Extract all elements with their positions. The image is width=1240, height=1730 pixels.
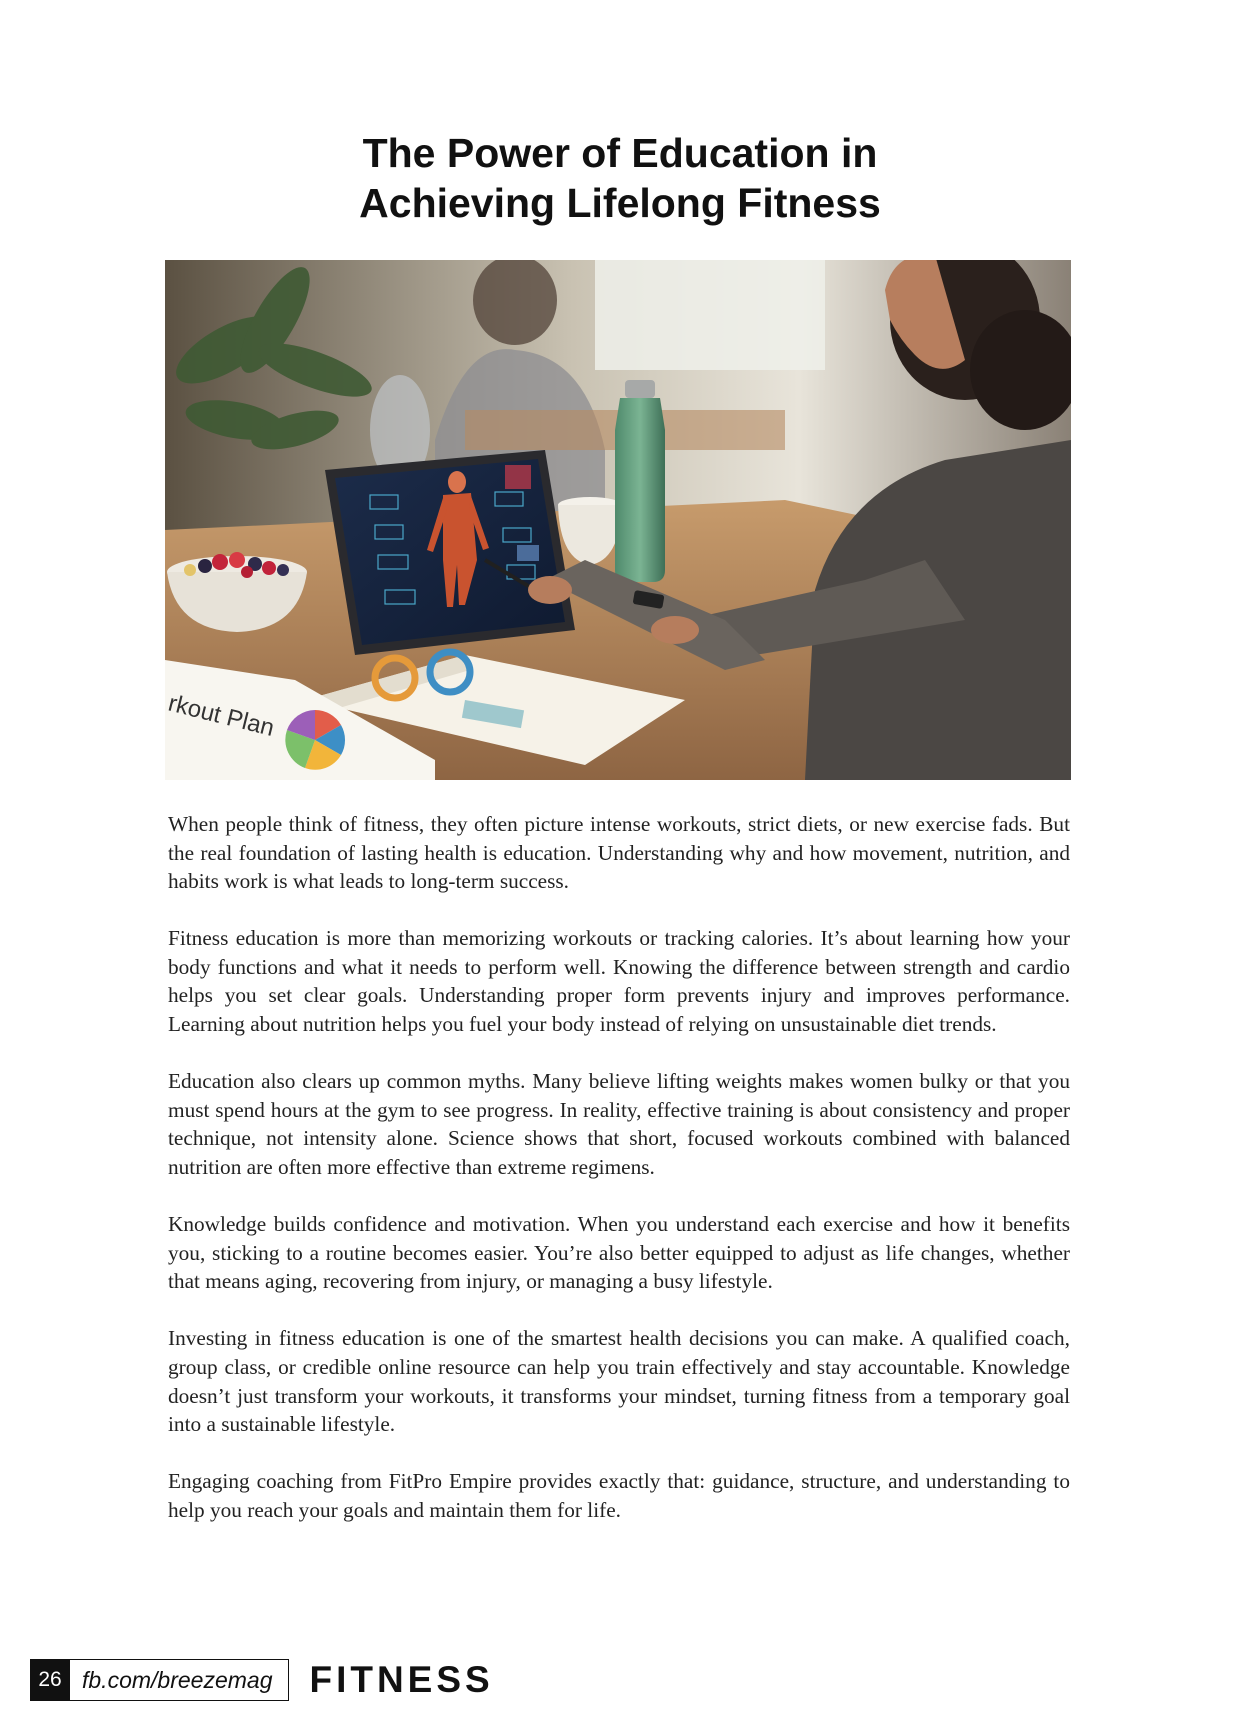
facebook-link[interactable]: fb.com/breezemag: [70, 1659, 289, 1701]
paragraph: Knowledge builds confidence and motivation. When you understand each exercise and how it benefits you, sticking to a routine becomes easier. You’re also better equipped to adjust as life changes, whether that means aging, recovering from injury, or managing a busy lifestyle.: [168, 1212, 1070, 1294]
paragraph: When people think of fitness, they often picture intense workouts, strict diets, or new exercise fads. But the real foundation of lasting health is education. Understanding why and how movement, nutrition, and habits work is what leads to long-term success.: [168, 812, 1070, 894]
page-number: 26: [30, 1659, 70, 1701]
section-name: FITNESS: [309, 1659, 494, 1700]
paragraph: Education also clears up common myths. Many believe lifting weights makes women bulky or that you must spend hours at the gym to see progress. In reality, effective training is about consistency and proper technique, not intensity alone. Science shows that short, focused workouts combined with balanced nutrition are often more effective than extreme regimens.: [168, 1069, 1070, 1179]
paragraph: Fitness education is more than memorizing workouts or tracking calories. It’s about learning how your body functions and what it needs to perform well. Knowing the difference between strength and cardio helps you set clear goals. Understanding proper form prevents injury and improves performance. Learning about nutrition helps you fuel your body instead of relying on unsustainable diet trends.: [168, 926, 1070, 1037]
article-title-line-2: Achieving Lifelong Fitness: [359, 180, 881, 226]
paragraph: Investing in fitness education is one of the smartest health decisions you can make. A qualified coach, group class, or credible online resource can help you train effectively and stay accountable. Knowledge doesn’t just transform your workouts, it transforms your mindset, turning fitness from a temporary goal into a sustainable lifestyle.: [168, 1326, 1070, 1437]
paragraph: Engaging coaching from FitPro Empire provides exactly that: guidance, structure, and understanding to help you reach your goals and maintain them for life.: [168, 1469, 1070, 1522]
book-label: rkout Plan: [165, 689, 277, 742]
hero-photo: [165, 260, 1071, 780]
article-title-line-1: The Power of Education in: [362, 130, 878, 176]
article-body: [168, 810, 1070, 1553]
article-title: [0, 128, 1240, 228]
page-footer: [30, 1659, 494, 1701]
